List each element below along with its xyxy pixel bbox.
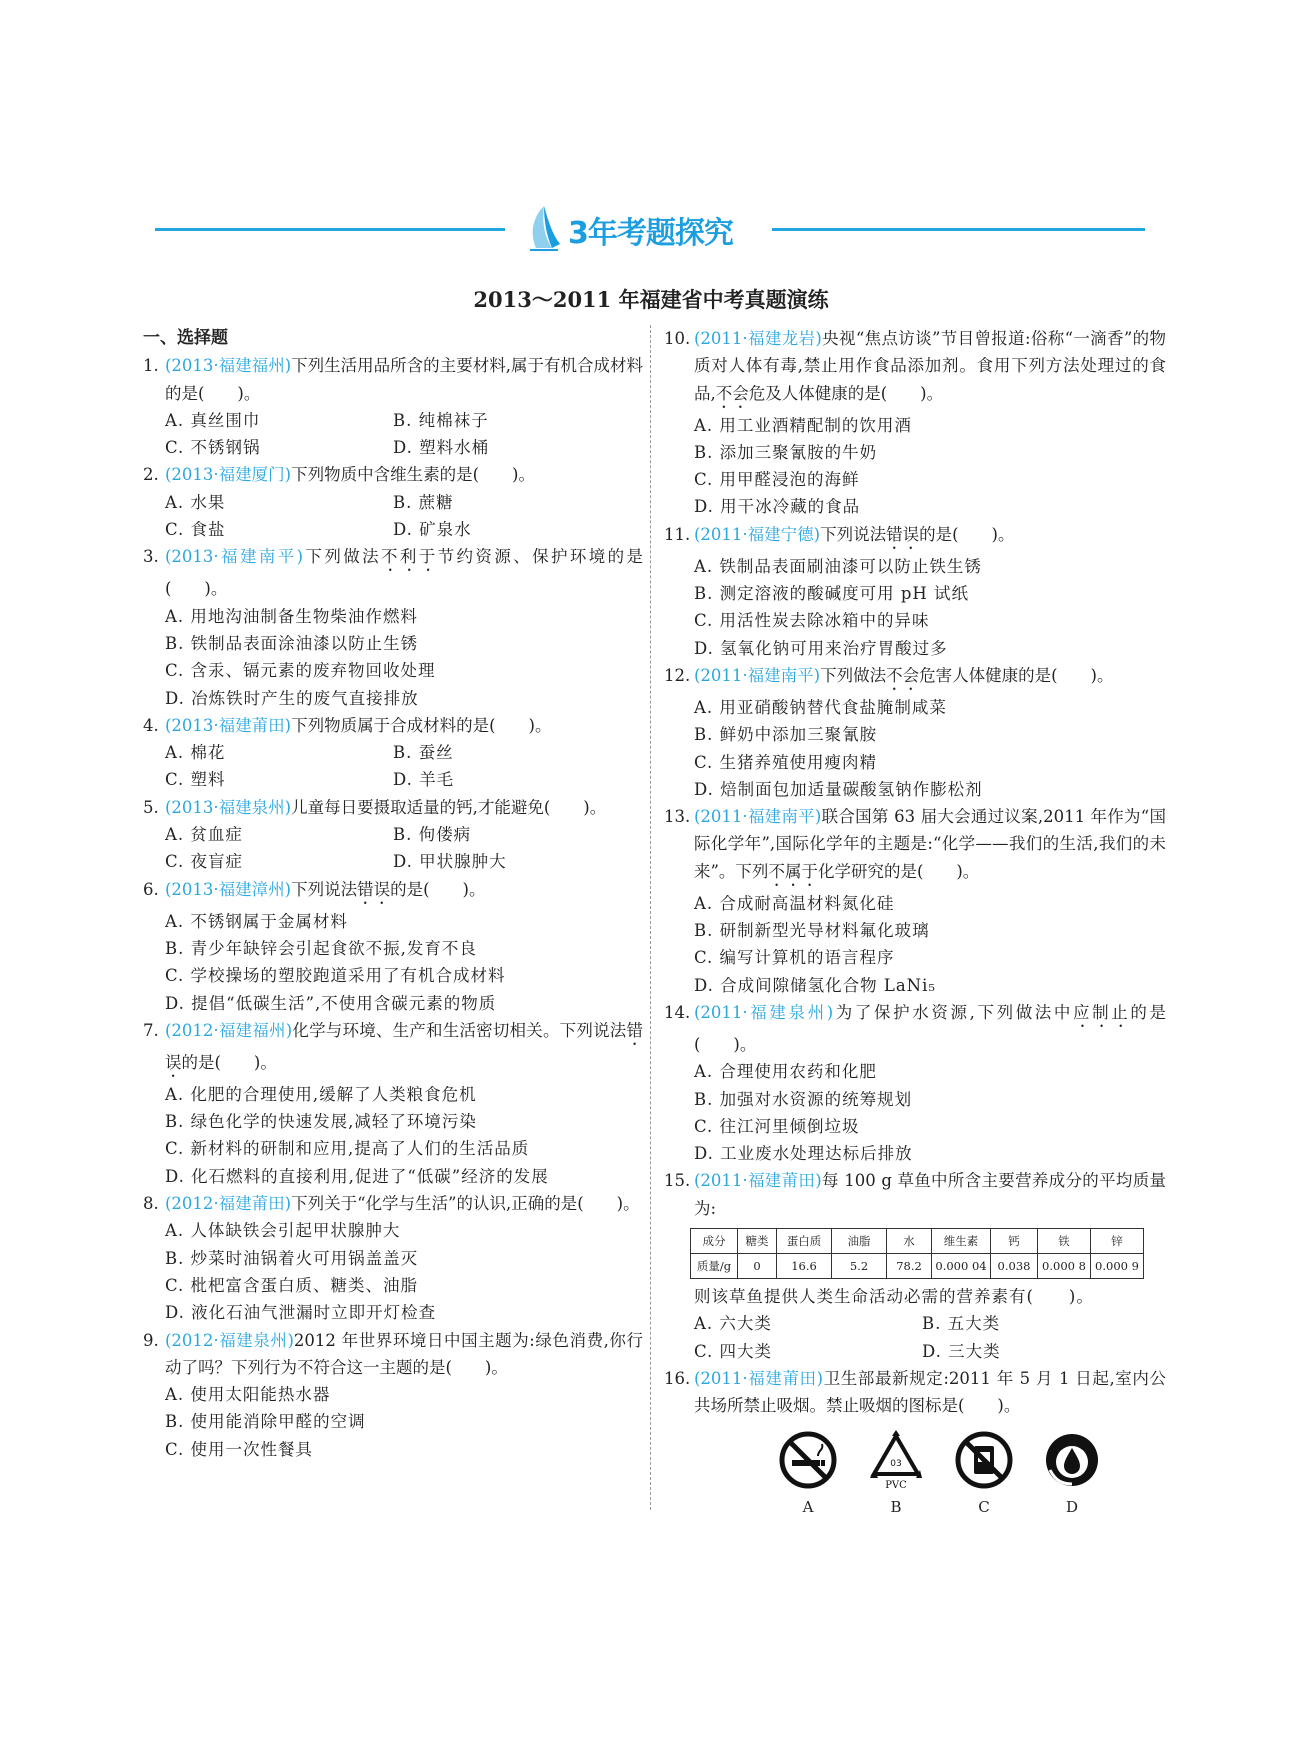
question-number: 13. xyxy=(664,807,691,827)
question-source: (2011·福建莆田) xyxy=(694,1171,822,1191)
question-source: (2011·福建莆田) xyxy=(694,1368,824,1388)
question-stem: 下列生活用品所含的主要材料,属于有机合成材料的是( )。 xyxy=(165,356,643,403)
water-saving-icon xyxy=(1042,1430,1102,1490)
question-7 xyxy=(143,1017,643,1081)
option-c[interactable] xyxy=(940,1430,1028,1521)
question-5 xyxy=(143,794,643,821)
option-a[interactable]: A. 棉花 xyxy=(165,743,226,763)
option-d[interactable]: D. 液化石油气泄漏时立即开灯检查 xyxy=(165,1303,437,1323)
options-row xyxy=(143,489,643,516)
question-source: (2013·福建莆田) xyxy=(165,715,292,735)
option-c[interactable]: C. 学校操场的塑胶跑道采用了有机合成材料 xyxy=(165,966,506,986)
question-stem-a: 下列做法 xyxy=(820,665,887,685)
option-b[interactable]: B. 纯棉袜子 xyxy=(393,410,489,430)
question-number: 5. xyxy=(143,797,159,817)
section-banner xyxy=(150,200,1150,260)
option-a[interactable]: A. 合理使用农药和化肥 xyxy=(694,1062,877,1082)
option-b[interactable]: B. 铁制品表面涂油漆以防止生锈 xyxy=(165,633,419,653)
option-b[interactable]: B. 添加三聚氰胺的牛奶 xyxy=(694,442,878,462)
question-2 xyxy=(143,461,643,488)
question-number: 6. xyxy=(143,879,159,899)
question-stem: 每 100 g 草鱼中所含主要营养成分的平均质量为: xyxy=(694,1171,1166,1218)
option-b[interactable]: B. 测定溶液的酸碱度可用 pH 试纸 xyxy=(694,584,970,604)
table-cell: 维生素 xyxy=(932,1229,991,1254)
question-1 xyxy=(143,352,643,407)
option-a[interactable]: A. 使用太阳能热水器 xyxy=(165,1385,331,1405)
option-d[interactable]: D. 三大类 xyxy=(922,1341,1001,1361)
question-stem: 下列物质中含维生素的是( )。 xyxy=(291,465,535,485)
table-cell: 16.6 xyxy=(777,1254,832,1279)
option-a[interactable]: A. 六大类 xyxy=(694,1314,772,1334)
option-c[interactable]: C. 不锈钢锅 xyxy=(165,438,261,458)
column-divider xyxy=(650,325,651,1510)
banner-line-right xyxy=(772,228,1145,231)
page-subtitle: 2013～2011 年福建省中考真题演练 xyxy=(473,287,829,312)
question-number: 3. xyxy=(143,547,159,567)
option-c[interactable]: C. 夜盲症 xyxy=(165,852,244,872)
question-source: (2011·福建南平) xyxy=(694,807,822,827)
sailboat-icon xyxy=(522,204,564,254)
icon-label: A xyxy=(802,1497,814,1516)
table-cell: 0.000 8 xyxy=(1038,1254,1091,1279)
option-b[interactable]: B. 加强对水资源的统筹规划 xyxy=(694,1089,913,1109)
question-number: 7. xyxy=(143,1020,159,1040)
option-a[interactable] xyxy=(764,1430,852,1521)
question-15 xyxy=(664,1167,1166,1222)
options-row xyxy=(143,516,643,543)
table-cell: 糖类 xyxy=(738,1229,777,1254)
option-d[interactable]: D. 甲状腺肿大 xyxy=(393,852,507,872)
table-cell: 成分 xyxy=(691,1229,738,1254)
emphasis-text: 应制止 xyxy=(1073,1002,1131,1022)
question-stem-a: 联合国第 63 届大会通过议案,2011 年作为“国际化学年”,国际化学年的主题是:“化学——我们的生活,我们的未来”。下列 xyxy=(694,807,1166,881)
option-b[interactable]: B. 鲜奶中添加三聚氰胺 xyxy=(694,725,878,745)
question-stem: 下列物质属于合成材料的是( )。 xyxy=(291,715,552,735)
table-row xyxy=(691,1254,1144,1279)
option-d[interactable]: D. 矿泉水 xyxy=(393,520,472,540)
options-row xyxy=(143,766,643,793)
no-littering-icon xyxy=(954,1430,1014,1490)
question-number: 1. xyxy=(143,356,159,376)
banner-line-left xyxy=(155,228,505,231)
option-c[interactable]: C. 用活性炭去除冰箱中的异味 xyxy=(694,611,930,631)
emphasis-text: 不属于 xyxy=(768,861,818,881)
option-d[interactable]: D. 塑料水桶 xyxy=(393,438,490,458)
option-a[interactable]: A. 真丝围巾 xyxy=(165,410,261,430)
table-cell: 锌 xyxy=(1091,1229,1144,1254)
option-b[interactable]: B. 炒菜时油锅着火可用锅盖盖灭 xyxy=(165,1248,419,1268)
option-d[interactable]: D. 合成间隙储氢化合物 LaNi₅ xyxy=(694,975,936,995)
option-d[interactable]: D. 冶炼铁时产生的废气直接排放 xyxy=(165,688,419,708)
question-source: (2011·福建龙岩) xyxy=(694,329,822,348)
emphasis-text: 不会 xyxy=(715,383,749,403)
no-smoking-icon xyxy=(778,1430,838,1490)
table-cell: 0 xyxy=(738,1254,777,1279)
question-source: (2013·福建泉州) xyxy=(165,797,292,817)
option-d[interactable]: D. 提倡“低碳生活”,不使用含碳元素的物质 xyxy=(165,993,497,1013)
icon-label: D xyxy=(1065,1497,1079,1516)
option-a[interactable]: A. 化肥的合理使用,缓解了人类粮食危机 xyxy=(165,1084,477,1104)
question-source: (2011·福建宁德) xyxy=(694,524,821,544)
options-row xyxy=(664,1310,1166,1337)
option-b[interactable]: B. 佝偻病 xyxy=(393,825,472,845)
icon-label: C xyxy=(978,1497,990,1516)
option-a[interactable]: A. 用亚硝酸钠替代食盐腌制咸菜 xyxy=(694,697,947,717)
option-d[interactable]: D. 化石燃料的直接利用,促进了“低碳”经济的发展 xyxy=(165,1166,549,1186)
option-b[interactable]: B. 蔗糖 xyxy=(393,492,454,512)
options-row xyxy=(143,739,643,766)
option-c[interactable]: C. 往江河里倾倒垃圾 xyxy=(694,1116,860,1136)
option-c[interactable]: C. 用甲醛浸泡的海鲜 xyxy=(694,470,860,490)
table-cell: 5.2 xyxy=(832,1254,887,1279)
question-stem: 2012 年世界环境日中国主题为:绿色消费,你行动了吗？下列行为不符合这一主题的是( )。 xyxy=(165,1330,643,1377)
question-number: 14. xyxy=(664,1002,691,1022)
question-stem-b: 节约资源、保护环境的是( )。 xyxy=(165,547,644,599)
icon-label: B xyxy=(890,1497,902,1516)
option-d[interactable]: D. 焙制面包加适量碳酸氢钠作膨松剂 xyxy=(694,779,983,799)
question-stem-b: 化学研究的是( )。 xyxy=(817,861,980,881)
question-stem-b: 的是( )。 xyxy=(919,524,1015,544)
options-row xyxy=(143,848,643,875)
question-number: 16. xyxy=(664,1368,691,1388)
option-d[interactable]: D. 用干冰冷藏的食品 xyxy=(694,497,861,517)
option-a[interactable]: A. 人体缺铁会引起甲状腺肿大 xyxy=(165,1221,401,1241)
section-heading: 一、选择题 xyxy=(143,328,228,348)
question-stem: 下列关于“化学与生活”的认识,正确的是( )。 xyxy=(291,1194,640,1214)
question-number: 15. xyxy=(664,1171,691,1191)
option-b[interactable]: B. 五大类 xyxy=(922,1314,1001,1334)
recycle-text: PVC xyxy=(885,1479,907,1490)
question-source: (2012·福建泉州) xyxy=(165,1330,294,1350)
table-cell: 铁 xyxy=(1038,1229,1091,1254)
question-4 xyxy=(143,712,643,739)
left-column xyxy=(143,325,643,1463)
option-b[interactable]: B. 绿色化学的快速发展,减轻了环境污染 xyxy=(165,1112,477,1132)
option-d[interactable]: D. 氢氧化钠可用来治疗胃酸过多 xyxy=(694,638,948,658)
option-b[interactable]: B. 蚕丝 xyxy=(393,743,454,763)
option-a[interactable]: A. 用工业酒精配制的饮用酒 xyxy=(694,415,912,435)
option-c[interactable]: C. 塑料 xyxy=(165,770,226,790)
question-stem-a: 下列说法 xyxy=(291,879,358,899)
option-c[interactable]: C. 生猪养殖使用瘦肉精 xyxy=(694,752,878,772)
nutrition-table xyxy=(690,1228,1144,1279)
table-cell: 0.000 9 xyxy=(1091,1254,1144,1279)
question-stem-b: 的是( )。 xyxy=(390,879,486,899)
table-cell: 钙 xyxy=(991,1229,1038,1254)
question-source: (2012·福建莆田) xyxy=(165,1194,292,1214)
question-source: (2013·福建南平) xyxy=(165,547,304,567)
question-12 xyxy=(664,662,1166,694)
option-c[interactable]: C. 编写计算机的语言程序 xyxy=(694,948,895,968)
question-stem-b: 的是( )。 xyxy=(694,1002,1166,1054)
table-cell: 78.2 xyxy=(887,1254,932,1279)
question-number: 11. xyxy=(664,524,691,544)
question-stem: 卫生部最新规定:2011 年 5 月 1 日起,室内公共场所禁止吸烟。禁止吸烟的图标是( )。 xyxy=(694,1368,1166,1416)
option-c[interactable]: C. 含汞、镉元素的废弃物回收处理 xyxy=(165,661,436,681)
table-cell: 水 xyxy=(887,1229,932,1254)
question-8 xyxy=(143,1190,643,1217)
option-d[interactable] xyxy=(1028,1430,1116,1521)
option-b[interactable]: B. 青少年缺锌会引起食欲不振,发育不良 xyxy=(165,938,477,958)
option-c[interactable]: C. 使用一次性餐具 xyxy=(165,1439,314,1459)
question-stem-a: 下列说法 xyxy=(820,524,887,544)
options-row xyxy=(143,434,643,461)
option-b[interactable]: B. 使用能消除甲醛的空调 xyxy=(165,1412,366,1432)
question-3 xyxy=(143,543,643,602)
option-b[interactable]: B. 研制新型光导材料氟化玻璃 xyxy=(694,921,930,941)
question-stem-a: 化学与环境、生产和生活密切相关。下列说法 xyxy=(292,1020,627,1040)
question-stem-b: 的是( )。 xyxy=(181,1052,277,1072)
question-source: (2013·福建漳州) xyxy=(165,879,292,899)
question-source: (2011·福建泉州) xyxy=(694,1002,834,1022)
options-row xyxy=(664,1338,1166,1365)
option-a[interactable]: A. 用地沟油制备生物柴油作燃料 xyxy=(165,606,418,626)
option-a[interactable]: A. 合成耐高温材料氮化硅 xyxy=(694,893,895,913)
question-13 xyxy=(664,803,1166,890)
question-number: 9. xyxy=(143,1330,159,1350)
option-a[interactable]: A. 水果 xyxy=(165,492,226,512)
option-c[interactable]: C. 四大类 xyxy=(694,1341,773,1361)
question-source: (2011·福建南平) xyxy=(694,665,821,685)
question-10 xyxy=(664,325,1166,412)
emphasis-text: 不利于 xyxy=(380,547,438,567)
question-stem-b: 危害人体健康的是( )。 xyxy=(919,665,1114,685)
option-c[interactable]: C. 新材料的研制和应用,提高了人们的生活品质 xyxy=(165,1139,530,1159)
option-d[interactable]: D. 羊毛 xyxy=(393,770,455,790)
option-c[interactable]: C. 枇杷富含蛋白质、糖类、油脂 xyxy=(165,1275,419,1295)
emphasis-text: 错误 xyxy=(886,524,920,544)
question-stem: 儿童每日要摄取适量的钙,才能避免( )。 xyxy=(291,797,607,817)
recycle-code: 03 xyxy=(890,1458,902,1469)
question-stem-b: 危及人体健康的是( )。 xyxy=(748,383,944,403)
question-followup: 则该草鱼提供人类生命活动必需的营养素有( )。 xyxy=(694,1287,1094,1307)
recycle-pvc-icon xyxy=(866,1430,926,1490)
option-c[interactable]: C. 食盐 xyxy=(165,520,226,540)
table-cell: 蛋白质 xyxy=(777,1229,832,1254)
question-stem-a: 央视“焦点访谈”节目曾报道:俗称“一滴香”的物质对人体有毒,禁止用作食品添加剂。食用下列方法处理过的食品, xyxy=(694,329,1166,403)
option-b[interactable] xyxy=(852,1430,940,1521)
banner-title: 3年考题探究 xyxy=(568,216,733,251)
table-cell: 0.038 xyxy=(991,1254,1038,1279)
table-header-row xyxy=(691,1229,1144,1254)
question-source: (2013·福建厦门) xyxy=(165,465,292,485)
emphasis-text: 错误 xyxy=(357,879,391,899)
question-source: (2012·福建福州) xyxy=(165,1020,293,1040)
question-9 xyxy=(143,1327,643,1382)
emphasis-text: 不会 xyxy=(886,665,920,685)
option-a[interactable]: A. 贫血症 xyxy=(165,825,243,845)
options-row xyxy=(143,407,643,434)
option-d[interactable]: D. 工业废水处理达标后排放 xyxy=(694,1144,913,1164)
question-stem-a: 为了保护水资源,下列做法中 xyxy=(833,1002,1074,1022)
emphasis-text: 错误 xyxy=(165,1020,643,1072)
question-number: 4. xyxy=(143,715,159,735)
right-column xyxy=(664,325,1166,1521)
question-14 xyxy=(664,999,1166,1058)
table-cell: 0.000 04 xyxy=(932,1254,991,1279)
question-6 xyxy=(143,876,643,908)
sign-icons xyxy=(764,1430,1166,1521)
options-row xyxy=(143,821,643,848)
question-11 xyxy=(664,521,1166,553)
question-number: 10. xyxy=(664,329,691,348)
question-source: (2013·福建福州) xyxy=(165,356,292,376)
question-number: 8. xyxy=(143,1194,159,1214)
question-number: 2. xyxy=(143,465,159,485)
question-16 xyxy=(664,1365,1166,1420)
table-cell: 质量/g xyxy=(691,1254,738,1279)
option-a[interactable]: A. 铁制品表面刷油漆可以防止铁生锈 xyxy=(694,556,982,576)
option-a[interactable]: A. 不锈钢属于金属材料 xyxy=(165,911,348,931)
table-cell: 油脂 xyxy=(832,1229,887,1254)
question-stem-a: 下列做法 xyxy=(303,547,381,567)
question-number: 12. xyxy=(664,665,691,685)
